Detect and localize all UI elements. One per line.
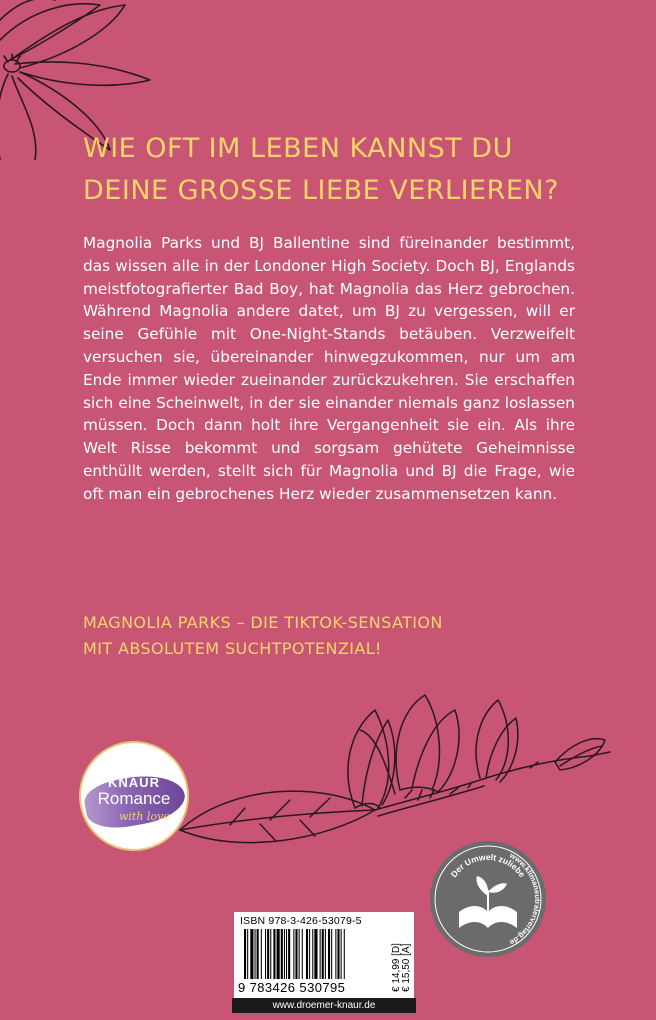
barcode-bar: [244, 929, 246, 979]
barcode-bar: [331, 929, 332, 979]
barcode-bar: [299, 929, 300, 979]
barcode-bar: [309, 929, 310, 979]
barcode-bar: [277, 929, 280, 979]
barcode-bar: [312, 929, 313, 979]
tagline-line-1: MAGNOLIA PARKS – DIE TIKTOK-SENSATION: [83, 613, 443, 632]
price-germany: € 14,99 [D]: [391, 943, 402, 992]
barcode-bar: [337, 929, 339, 979]
barcode-bar: [322, 929, 324, 979]
knaur-romance-badge: [79, 741, 189, 851]
headline-line-2: DEINE GROSSE LIEBE VERLIEREN?: [83, 175, 559, 206]
barcode-bar: [286, 929, 287, 979]
publisher-website: www.droemer-knaur.de: [232, 998, 416, 1013]
barcode-bar: [344, 929, 345, 979]
barcode-bar: [295, 929, 297, 979]
barcode-bar: [288, 929, 290, 979]
headline-line-1: WIE OFT IM LEBEN KANNST DU: [83, 133, 513, 164]
barcode-bar: [265, 929, 266, 979]
barcode-bar: [247, 929, 248, 979]
barcode-bar: [255, 929, 256, 979]
barcode-bar: [341, 929, 342, 979]
barcode-box: [234, 912, 414, 1000]
barcode-bar: [257, 929, 259, 979]
eco-badge-url: www.klimaneutralerverlag.de: [508, 850, 543, 948]
barcode-bar: [270, 929, 271, 979]
badge-subtitle: with love: [119, 810, 170, 823]
barcode-bar: [250, 929, 253, 979]
eco-badge-top-text: Der Umwelt zuliebe: [448, 851, 528, 880]
barcode-bar: [320, 929, 321, 979]
barcode-bar: [302, 929, 303, 979]
barcode-bar: [284, 929, 285, 979]
barcode-bar: [273, 929, 275, 979]
tagline: [83, 610, 563, 662]
badge-label: Romance: [97, 789, 171, 808]
badge-brand: KNAUR: [108, 775, 160, 790]
tagline-line-2: MIT ABSOLUTEM SUCHTPOTENZIAL!: [83, 639, 382, 658]
magnolia-branch-illustration: [150, 690, 620, 940]
barcode-bar: [293, 929, 294, 979]
barcode-bar: [281, 929, 283, 979]
blurb-text: Magnolia Parks und BJ Ballentine sind füreinander bestimmt, das wissen alle in der Londoner High Society. Doch BJ, Englands meistfotografierter Bad Boy, hat Magnolia das Herz gebrochen. Während Magnolia andere datet, um BJ zu vergessen, will er seine Gefühle mit One-Night-Stands betäuben. Verzweifelt versuchen sie, übereinander hinwegzukommen, nur um am Ende immer wieder zueinander zurückzukehren. Sie erschaffen sich eine Scheinwelt, in der sie einander niemals ganz loslassen müssen. Doch dann holt ihre Vergangenheit sie ein. Als ihre Welt Risse bekommt und sorgsam gehütete Geheimnisse enthüllt werden, stellt sich für Magnolia und BJ die Frage, wie oft man ein gebrochenes Herz wieder zusammensetzen kann.: [83, 234, 575, 503]
headline: [83, 128, 623, 212]
barcode-bar: [328, 929, 330, 979]
ean-barcode: [244, 929, 386, 979]
barcode-bar: [267, 929, 269, 979]
klimaneutral-badge: [429, 840, 547, 958]
barcode-bar: [325, 929, 326, 979]
barcode-bar: [306, 929, 308, 979]
ean-digits: 9 783426 530795: [238, 980, 346, 995]
isbn-number: ISBN 978-3-426-53079-5: [240, 915, 362, 927]
barcode-bar: [335, 929, 336, 979]
barcode-bar: [314, 929, 317, 979]
barcode-bar: [261, 929, 262, 979]
price-austria: € 15,50 [A]: [401, 943, 412, 992]
price-column: [390, 916, 410, 996]
